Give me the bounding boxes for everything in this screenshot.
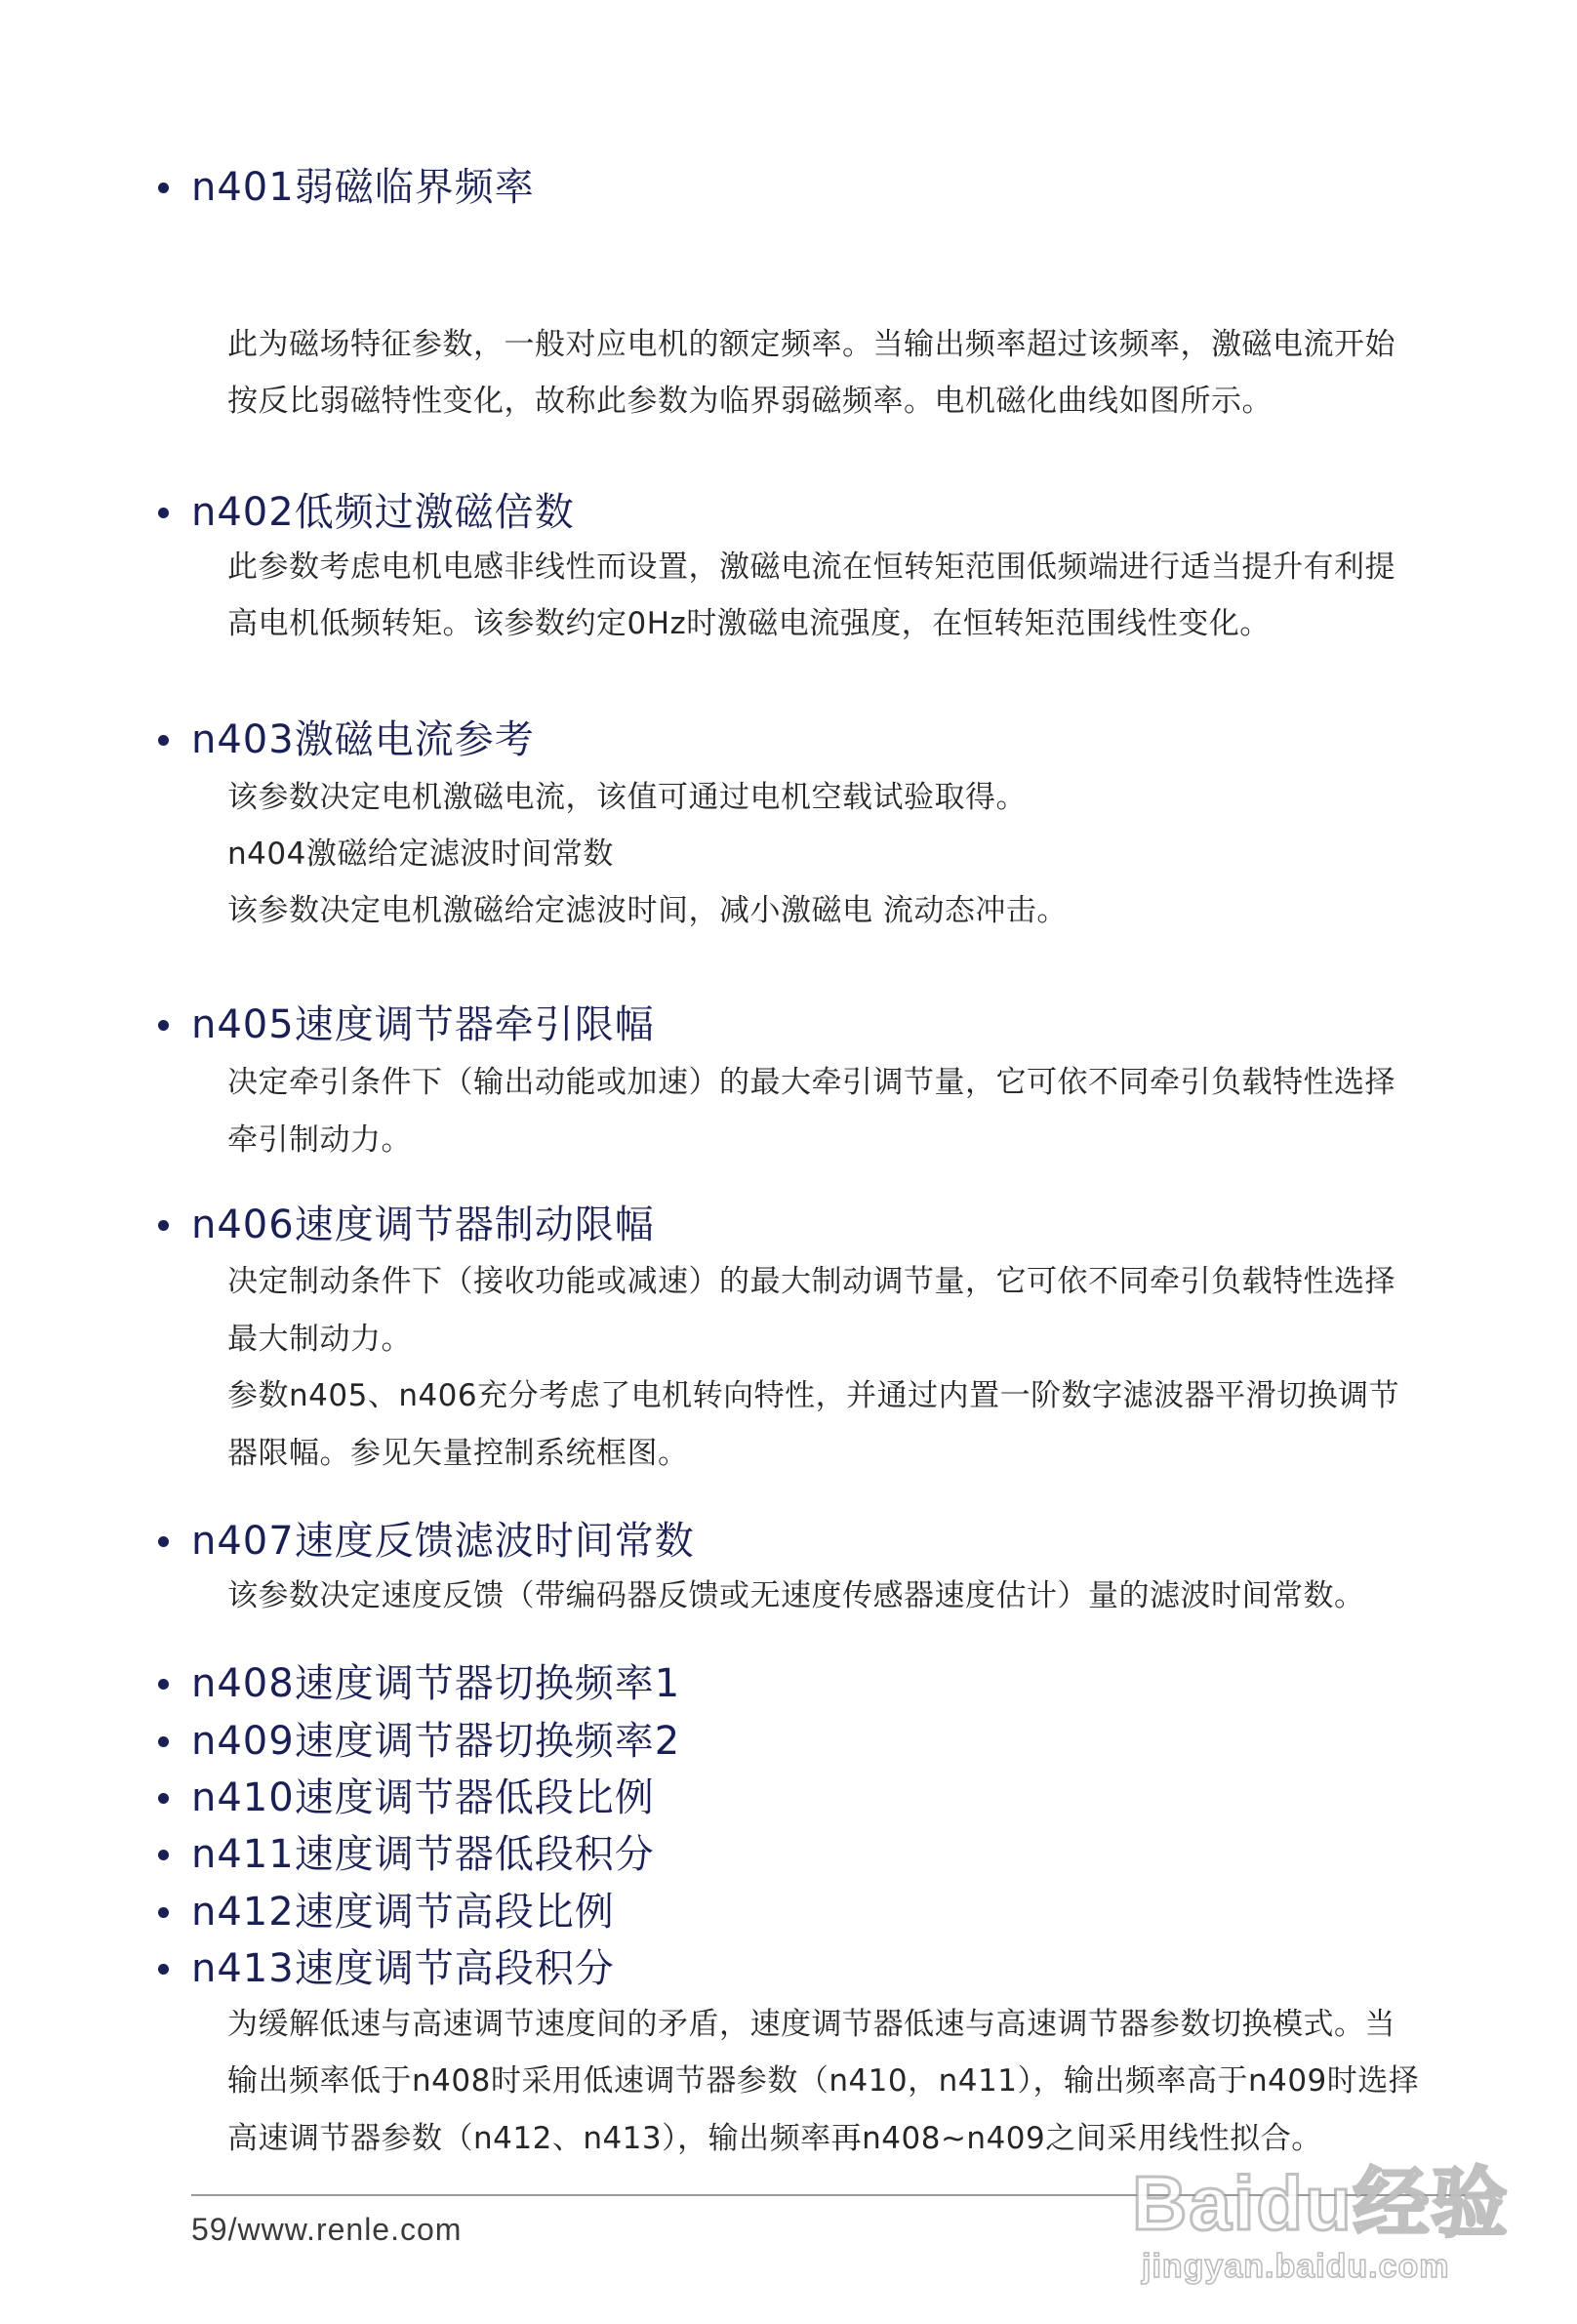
paragraph-line: 牵引制动力。 xyxy=(227,1122,412,1158)
paragraph-line: 为缓解低速与高速调节速度间的矛盾，速度调节器低速与高速调节器参数切换模式。当 xyxy=(227,2007,1395,2042)
bullet-icon xyxy=(158,1679,169,1690)
section-heading-n401: n401弱磁临界频率 xyxy=(191,161,535,214)
footer-divider xyxy=(191,2194,1479,2196)
paragraph-line: 高电机低频转矩。该参数约定0Hz时激磁电流强度，在恒转矩范围线性变化。 xyxy=(227,606,1271,641)
baidu-watermark xyxy=(1132,2142,1542,2299)
bullet-icon xyxy=(158,735,169,746)
paragraph-line: 决定牵引条件下（输出动能或加速）的最大牵引调节量，它可依不同牵引负载特性选择 xyxy=(227,1065,1395,1100)
bullet-icon xyxy=(158,1536,169,1547)
bullet-icon xyxy=(158,1220,169,1231)
section-heading-n408: n408速度调节器切换频率1 xyxy=(191,1657,680,1710)
bullet-icon xyxy=(158,508,169,518)
paragraph-line: 输出频率低于n408时采用低速调节器参数（n410，n411），输出频率高于n409时选择 xyxy=(227,2063,1420,2099)
bullet-icon xyxy=(158,1964,169,1975)
section-heading-n410: n410速度调节器低段比例 xyxy=(191,1772,655,1824)
bullet-icon xyxy=(158,1850,169,1860)
watermark-logo: Baidu经验 xyxy=(1132,2160,1510,2246)
section-heading-n407: n407速度反馈滤波时间常数 xyxy=(191,1515,695,1568)
paragraph-line: 决定制动条件下（接收功能或减速）的最大制动调节量，它可依不同牵引负载特性选择 xyxy=(227,1264,1395,1299)
bullet-icon xyxy=(158,1020,169,1031)
paragraph-line: n404激磁给定滤波时间常数 xyxy=(227,836,614,872)
bullet-icon xyxy=(158,183,169,193)
paragraph-line: 此参数考虑电机电感非线性而设置，激磁电流在恒转矩范围低频端进行适当提升有利提 xyxy=(227,550,1395,585)
section-heading-n403: n403激磁电流参考 xyxy=(191,714,535,766)
paragraph-line: 高速调节器参数（n412、n413），输出频率再n408~n409之间采用线性拟合。 xyxy=(227,2121,1322,2156)
section-heading-n411: n411速度调节器低段积分 xyxy=(191,1828,655,1881)
bullet-icon xyxy=(158,1793,169,1804)
paragraph-line: 该参数决定速度反馈（带编码器反馈或无速度传感器速度估计）量的滤波时间常数。 xyxy=(227,1578,1365,1613)
bullet-icon xyxy=(158,1907,169,1918)
watermark-url: jingyan.baidu.com xyxy=(1142,2248,1450,2285)
paragraph-line: 此为磁场特征参数，一般对应电机的额定频率。当输出频率超过该频率，激磁电流开始 xyxy=(227,327,1395,362)
section-heading-n405: n405速度调节器牵引限幅 xyxy=(191,999,655,1051)
section-heading-n412: n412速度调节高段比例 xyxy=(191,1886,615,1938)
paragraph-line: 器限幅。参见矢量控制系统框图。 xyxy=(227,1436,689,1471)
paragraph-line: 按反比弱磁特性变化，故称此参数为临界弱磁频率。电机磁化曲线如图所示。 xyxy=(227,384,1273,419)
paragraph-line: 该参数决定电机激磁给定滤波时间，减小激磁电 流动态冲击。 xyxy=(227,893,1068,928)
paragraph-line: 该参数决定电机激磁电流，该值可通过电机空载试验取得。 xyxy=(227,780,1027,815)
paragraph-line: 参数n405、n406充分考虑了电机转向特性，并通过内置一阶数字滤波器平滑切换调节 xyxy=(227,1378,1400,1413)
section-heading-n409: n409速度调节器切换频率2 xyxy=(191,1715,680,1768)
section-heading-n402: n402低频过激磁倍数 xyxy=(191,486,575,539)
footer-page-url: 59/www.renle.com xyxy=(191,2212,463,2247)
section-heading-n406: n406速度调节器制动限幅 xyxy=(191,1199,655,1251)
paragraph-line: 最大制动力。 xyxy=(227,1322,412,1357)
bullet-icon xyxy=(158,1736,169,1747)
section-heading-n413: n413速度调节高段积分 xyxy=(191,1942,615,1995)
